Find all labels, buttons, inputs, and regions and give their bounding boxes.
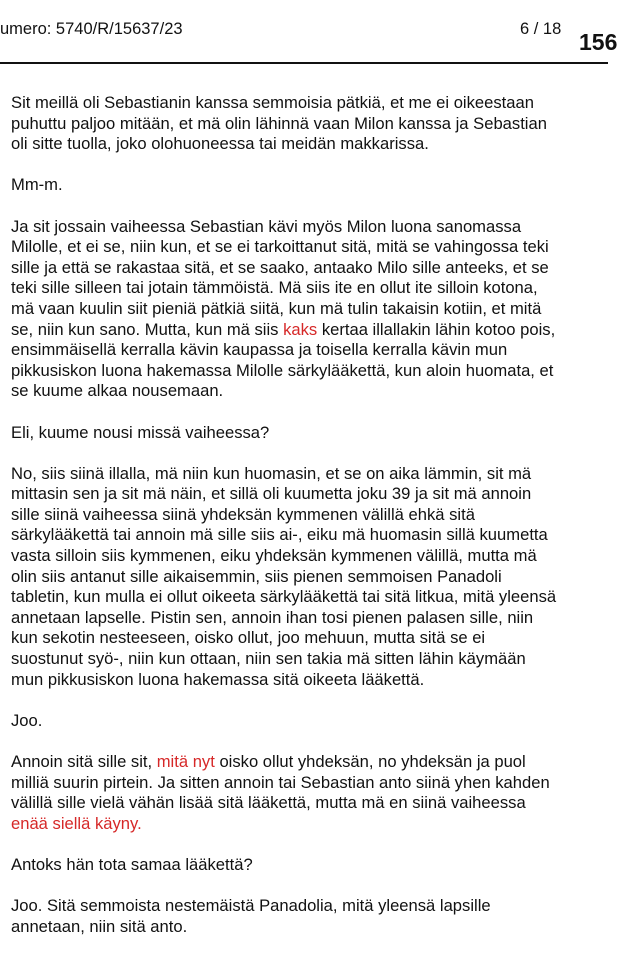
paragraph-text: Antoks hän tota samaa lääkettä? — [11, 854, 253, 874]
transcript-paragraph — [11, 752, 611, 834]
paragraph-text: Annoin sitä sille sit, — [11, 752, 157, 771]
transcript-paragraph — [11, 464, 611, 691]
highlighted-text: kaks — [283, 319, 318, 339]
paragraph-text: Eli, kuume nousi missä vaiheessa? — [11, 422, 270, 442]
highlighted-text: enää siellä käyny. — [11, 813, 142, 833]
paragraph-text: No, siis siinä illalla, mä niin kun huomasin, et se on aika lämmin, sit mä mittasin sen ja sit mä näin, et sillä oli kuumetta joku 39 ja sit mä annoin sille siinä vaiheessa siinä yhdeksän kymmenen välillä ehkä sitä särkylääkettä tai annoin mä sille siis ai-, eiku mä huomasin sillä kuumetta vasta silloin siis kymmenen, eiku yhdeksän kymmenen välillä, mutta mä olin siis antanut sille aikaisemmin, siis pienen semmoisen Panadoli tabletin, kun mulla ei ollut oikeeta särkylääkettä tai sitä litkua, mitä yleensä annetaan lapselle. Pistin sen, annoin ihan tosi pienen palasen sille, niin kun sekotin nesteeseen, oisko ollut, joo mehuun, mutta sitä se ei suostunut syö-, niin kun ottaan, niin sen takia mä sitten lähin käymään mun pikkusiskon luona hakemassa sitä oikeeta lääkettä. — [11, 463, 557, 689]
paragraph-text: Ja sit jossain vaiheessa Sebastian kävi myös Milon luona sanomassa Milolle, et ei se, niin kun, et se ei tarkoittanut sitä, mitä se vahingossa teki sille ja että se rakastaa sitä, et se saako, antaako Milo sille anteeks, et se teki sille silleen tai jotain tämmöistä. Mä siis ite en ollut ite silloin kotona, mä vaan kuulin siit pieniä pätkiä siitä, kun mä tulin takaisin kotiin, et mitä se, niin kun sano. Mutta, kun mä siis — [11, 216, 549, 339]
transcript-paragraph — [11, 217, 611, 402]
paragraph-text: kertaa illallakin lähin kotoo pois, ensimmäisellä kerralla kävin kaupassa ja toisella kerralla kävin mun pikkusiskon luona hakemassa Milolle särkylääkettä, kun aloin huomata, et se kuume alkaa nousemaan. — [11, 319, 556, 401]
page-count: 6 / 18 — [520, 20, 562, 38]
transcript-paragraph — [11, 855, 611, 876]
stamp-page-number: 156 — [579, 29, 618, 55]
paragraph-text: Mm-m. — [11, 175, 63, 195]
transcript-paragraph — [11, 896, 611, 937]
transcript-paragraph — [11, 93, 611, 155]
transcript-body — [11, 93, 611, 958]
paragraph-text: Joo. Sitä semmoista nestemäistä Panadolia, mitä yleensä lapsille annetaan, niin sitä anto. — [11, 896, 491, 936]
transcript-paragraph — [11, 711, 611, 732]
paragraph-text: Joo. — [11, 710, 43, 730]
paragraph-text: Sit meillä oli Sebastianin kanssa semmoisia pätkiä, et me ei oikeestaan puhuttu paljoo mitään, et mä olin lähinnä vaan Milon kanssa ja Sebastian oli sitte tuolla, joko olohuoneessa tai meidän makkarissa. — [11, 93, 547, 154]
paragraph-text: oisko ollut yhdeksän, no yhdeksän ja puol milliä suurin pirtein. Ja sitten annoin tai Sebastian anto siinä yhen kahden välillä sille vielä vähän lisää sitä lääkettä, mutta mä en siinä vaiheessa — [11, 752, 550, 813]
document-number: umero: 5740/R/15637/23 — [0, 20, 183, 38]
header-divider — [0, 62, 608, 64]
transcript-paragraph — [11, 175, 611, 196]
highlighted-text: mitä nyt — [156, 752, 215, 771]
transcript-paragraph — [11, 423, 611, 444]
page-header — [0, 0, 641, 66]
